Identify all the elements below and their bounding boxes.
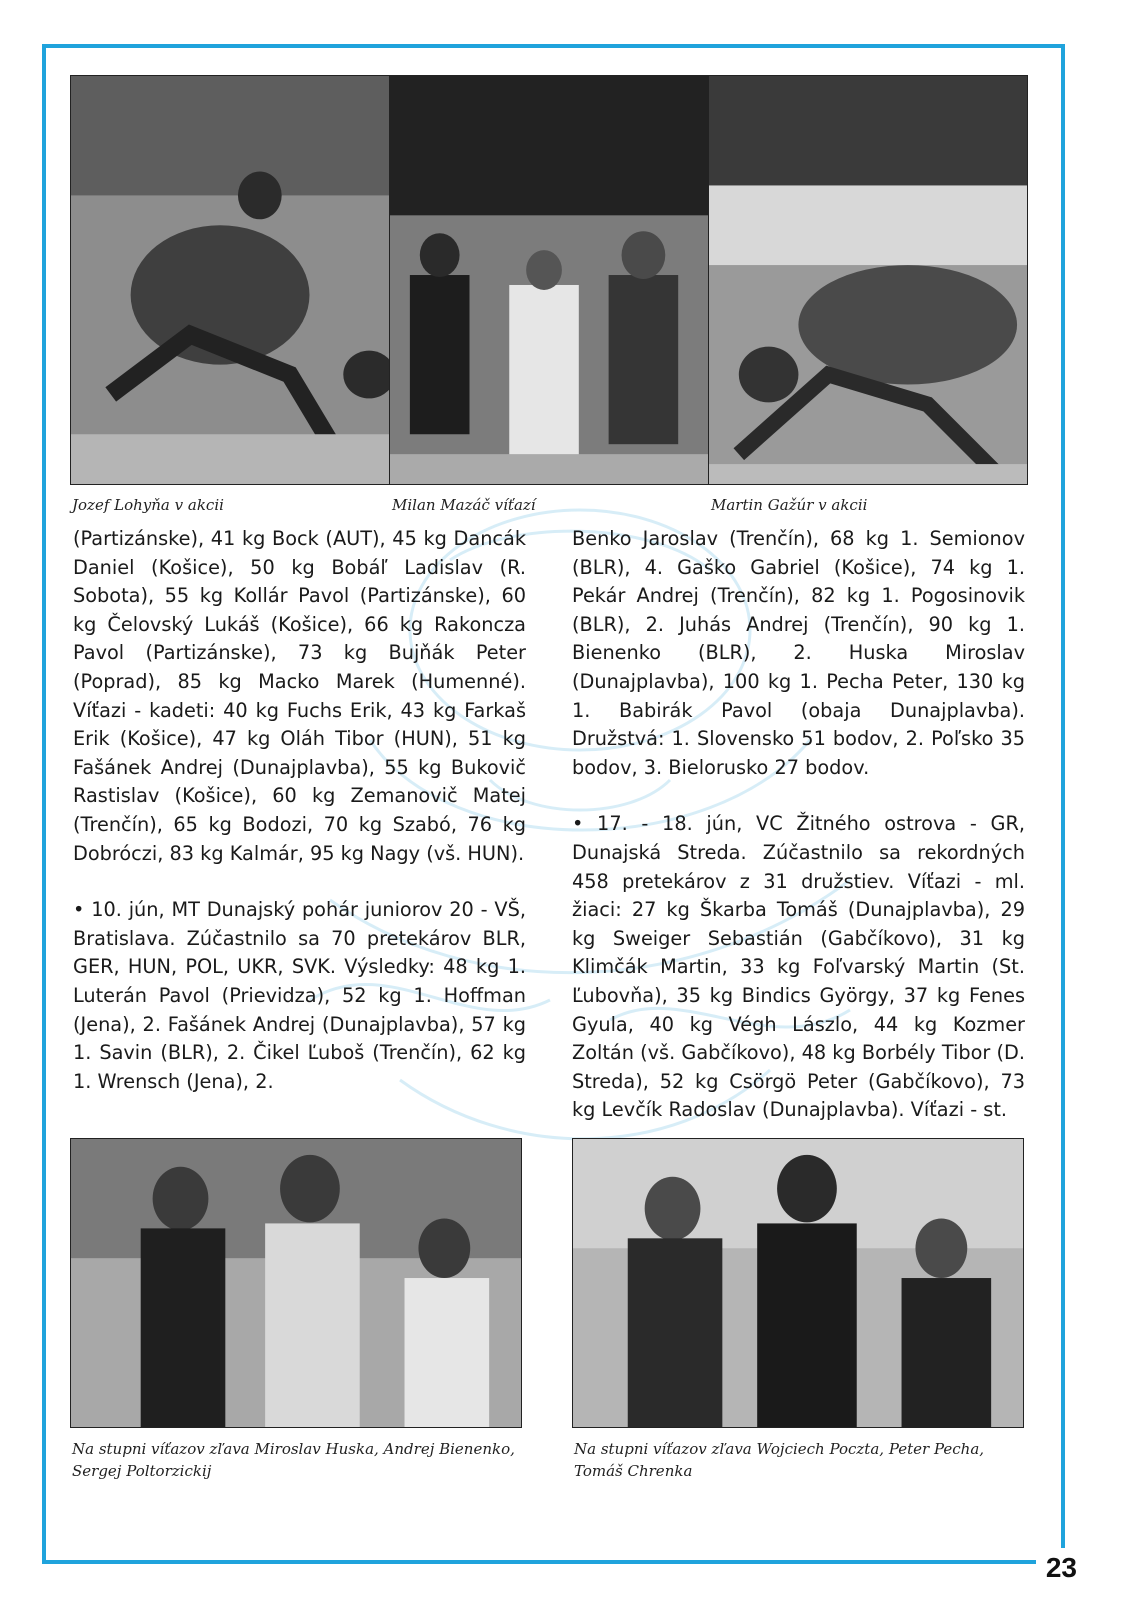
caption-podium-1: Na stupni víťazov zľava Miroslav Huska, Andrej Bienenko, Sergej Poltorzickij (72, 1440, 515, 1480)
caption-podium-2: Na stupni víťazov zľava Wojciech Poczta, Peter Pecha, Tomáš Chrenka (574, 1440, 985, 1480)
photo-podium-1 (70, 1138, 522, 1428)
caption-photo-3: Martin Gažúr v akcii (711, 496, 868, 514)
paragraph: • 10. jún, MT Dunajský pohár juniorov 20 - VŠ, Bratislava. Zúčastnilo sa 70 pretekárov BLR, GER, HUN, POL, UKR, SVK. Výsledky: 48 kg 1. Luterán Pavol (Prievidza), 52 kg 1. Hoffman (Jena), 2. Fašánek Andrej (Dunajplavba), 57 kg 1. Savin (BLR), 2. Čikel Ľuboš (Trenčín), 62 kg 1. Wrensch (Jena), 2. (73, 898, 526, 1093)
caption-photo-1: Jozef Lohyňa v akcii (72, 496, 224, 514)
photo-wrestling-action-2 (708, 75, 1028, 485)
page-number: 23 (1036, 1548, 1087, 1588)
caption-photo-2: Milan Mazáč víťazí (392, 496, 536, 514)
paragraph: Benko Jaroslav (Trenčín), 68 kg 1. Semionov (BLR), 4. Gaško Gabriel (Košice), 74 kg 1. Pekár Andrej (Trenčín), 82 kg 1. Pogosinovik (BLR), 2. Juhás Andrej (Trenčín), 90 kg 1. Bienenko (BLR), 2. Huska Miroslav (Dunajplavba), 100 kg 1. Pecha Peter, 130 kg 1. Babirák Pavol (obaja Dunajplavba). Družstvá: 1. Slovensko 51 bodov, 2. Poľsko 35 bodov, 3. Bielorusko 27 bodov. (572, 527, 1025, 779)
text-column-left (73, 525, 526, 1096)
paragraph: • 17. - 18. jún, VC Žitného ostrova - GR, Dunajská Streda. Zúčastnilo sa rekordných 458 pretekárov z 31 družstiev. Víťazi - ml. žiaci: 27 kg Škarba Tomáš (Dunajplavba), 29 kg Sweiger Sebastián (Gabčíkovo), 31 kg Klimčák Martin, 33 kg Foľvarský Martin (St. Ľubovňa), 35 kg Bindics György, 37 kg Fenes Gyula, 40 kg Végh Lászlo, 44 kg Kozmer Zoltán (vš. Gabčíkovo), 48 kg Borbély Tibor (D. Streda), 52 kg Csörgö Peter (Gabčíkovo), 73 kg Levčík Radoslav (Dunajplavba). Víťazi - st. (572, 812, 1025, 1122)
photo-referee-raises-winner (389, 75, 709, 485)
text-column-right (572, 525, 1025, 1125)
photo-podium-2 (572, 1138, 1024, 1428)
photo-wrestling-action-1 (70, 75, 390, 485)
paragraph: (Partizánske), 41 kg Bock (AUT), 45 kg Dancák Daniel (Košice), 50 kg Bobáľ Ladislav (R. Sobota), 55 kg Kollár Pavol (Partizánske), 60 kg Čelovský Lukáš (Košice), 66 kg Rakoncza Pavol (Partizánske), 73 kg Bujňák Peter (Poprad), 85 kg Macko Marek (Humenné). Víťazi - kadeti: 40 kg Fuchs Erik, 43 kg Farkaš Erik (Košice), 47 kg Oláh Tibor (HUN), 51 kg Fašánek Andrej (Dunajplavba), 55 kg Bukovič Rastislav (Košice), 60 kg Zemanovič Matej (Trenčín), 65 kg Bodozi, 70 kg Szabó, 76 kg Dobróczi, 83 kg Kalmár, 95 kg Nagy (vš. HUN). (73, 527, 526, 865)
